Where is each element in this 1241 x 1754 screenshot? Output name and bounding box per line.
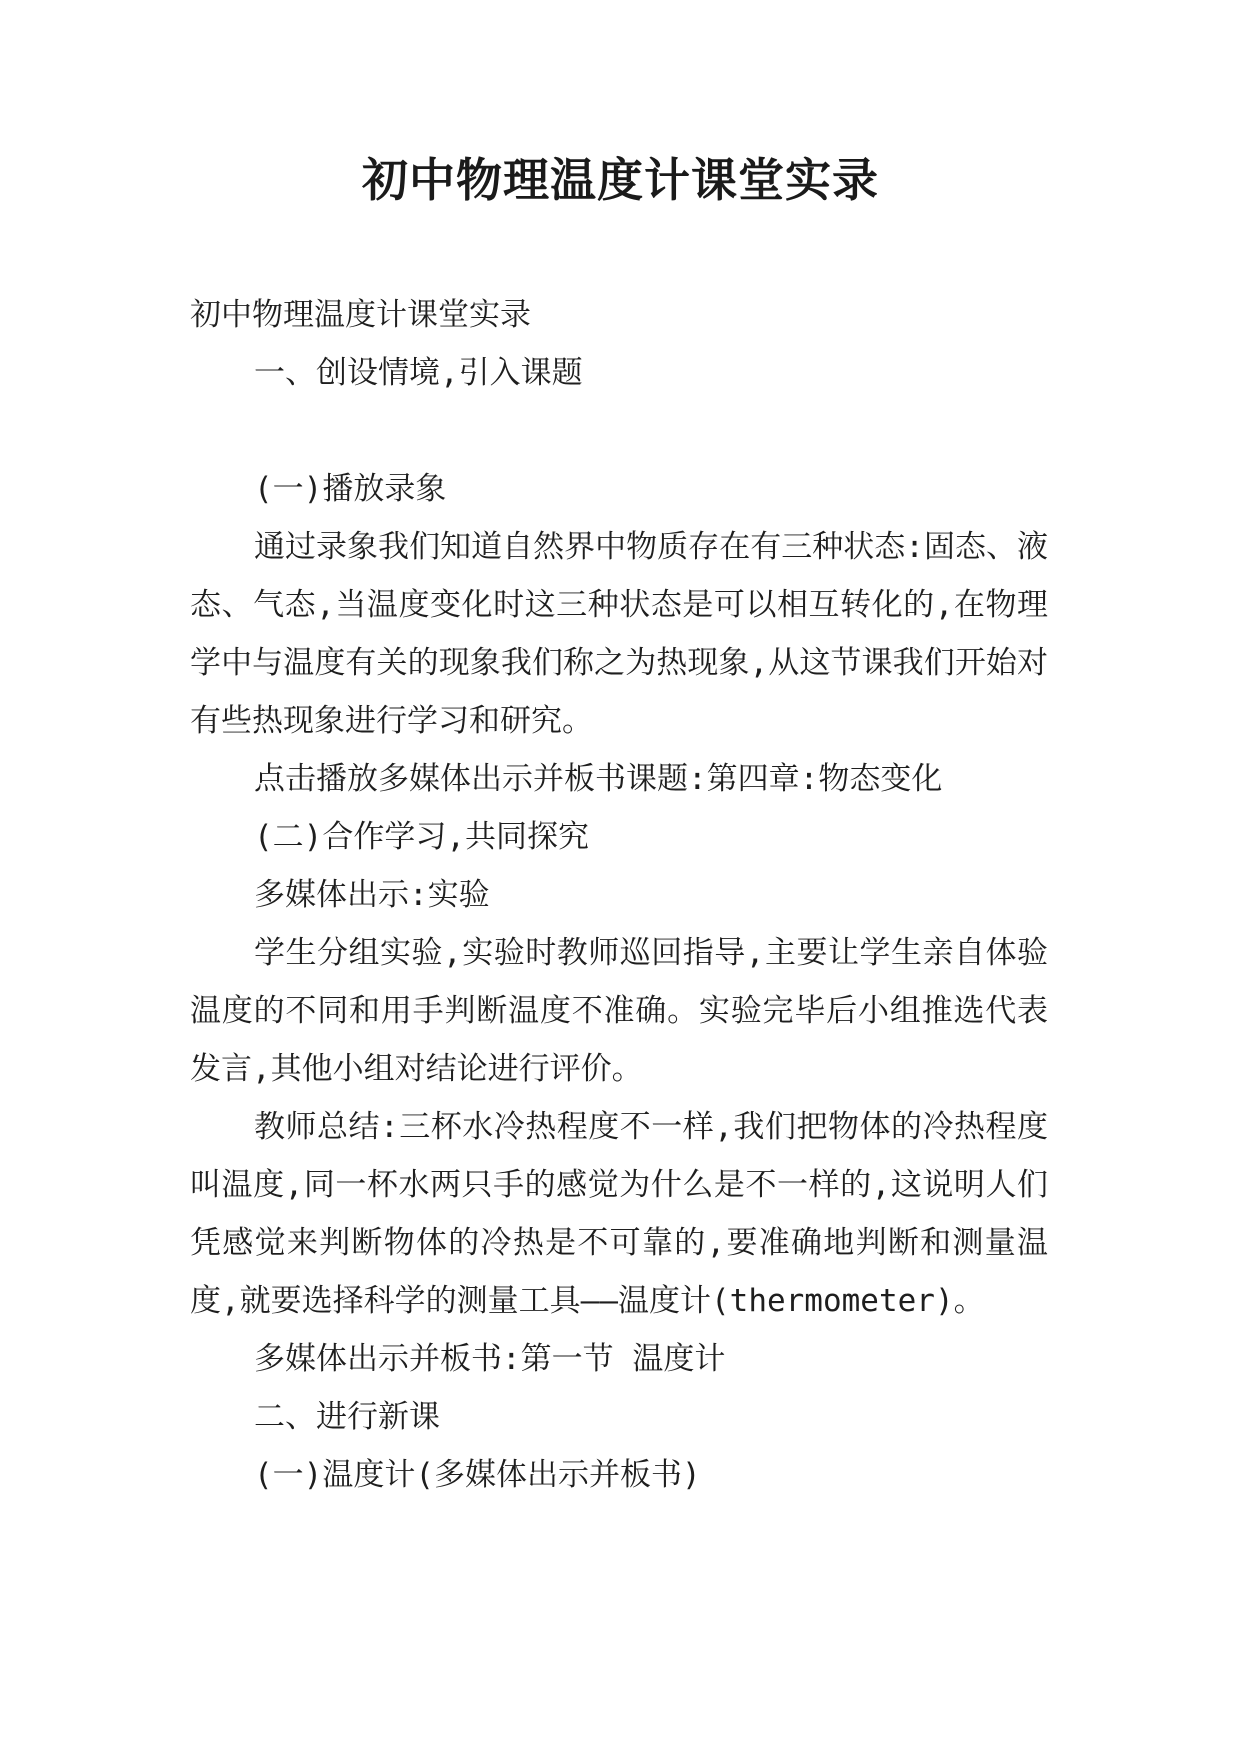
body-paragraph: 教师总结:三杯水冷热程度不一样,我们把物体的冷热程度叫温度,同一杯水两只手的感觉为什么是不一样的,这说明人们凭感觉来判断物体的冷热是不可靠的,要准确地判断和测量温度,就要选择科学的测量工具——温度计(thermometer)。	[190, 1109, 1048, 1319]
subsection-heading: (一)播放录象	[254, 471, 447, 507]
section-heading: 一、创设情境,引入课题	[254, 355, 583, 391]
subsection-heading: (一)温度计(多媒体出示并板书)	[254, 1457, 701, 1493]
document-title: 初中物理温度计课堂实录	[362, 153, 879, 207]
body-paragraph: 点击播放多媒体出示并板书课题:第四章:物态变化	[254, 761, 943, 797]
body-paragraph: 通过录象我们知道自然界中物质存在有三种状态:固态、液态、气态,当温度变化时这三种状态是可以相互转化的,在物理学中与温度有关的现象我们称之为热现象,从这节课我们开始对有些热现象进行学习和研究。	[190, 529, 1048, 739]
subsection-heading: (二)合作学习,共同探究	[254, 819, 589, 855]
blank-line	[190, 402, 1048, 460]
body-paragraph: 学生分组实验,实验时教师巡回指导,主要让学生亲自体验温度的不同和用手判断温度不准确。实验完毕后小组推选代表发言,其他小组对结论进行评价。	[190, 935, 1048, 1087]
body-paragraph: 多媒体出示并板书:第一节 温度计	[254, 1341, 726, 1377]
subtitle-line: 初中物理温度计课堂实录	[190, 297, 531, 333]
body-paragraph: 多媒体出示:实验	[254, 877, 490, 913]
document-body	[190, 286, 1048, 1504]
section-heading: 二、进行新课	[254, 1399, 440, 1435]
